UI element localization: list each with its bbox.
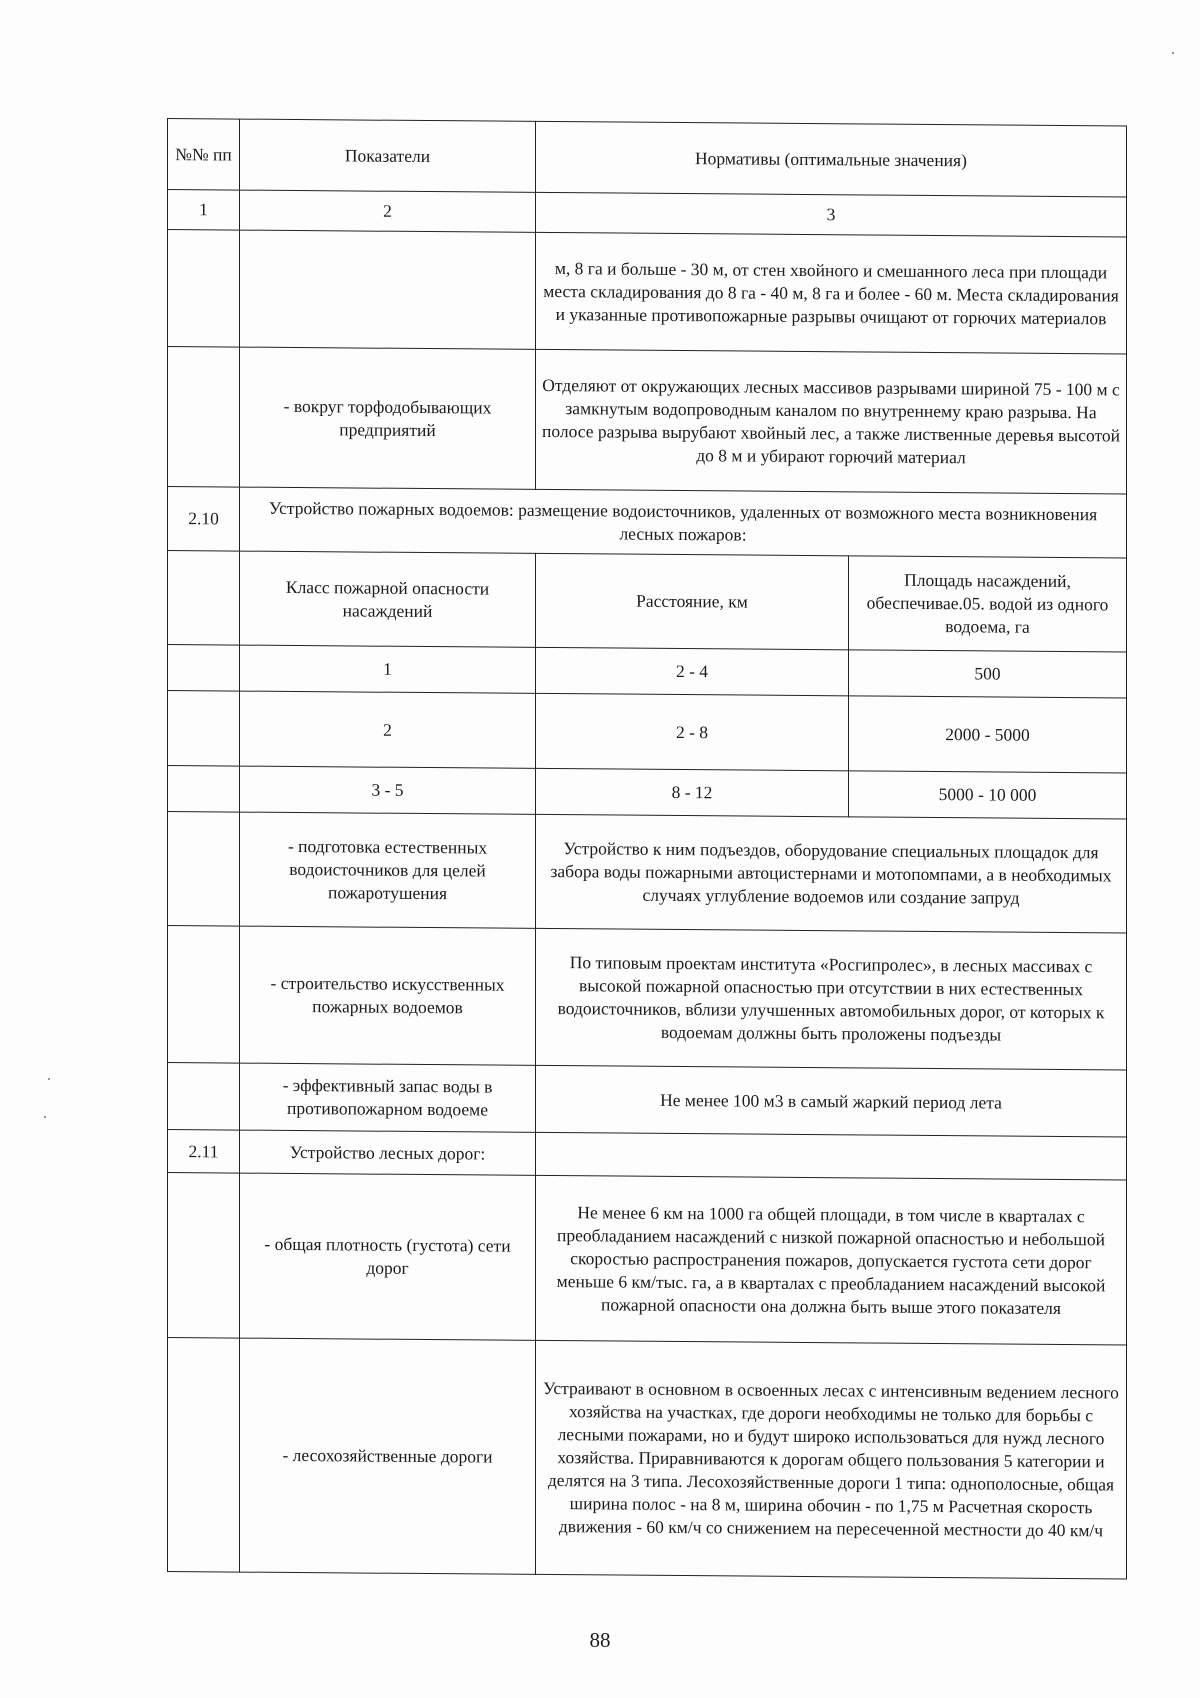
row-norm: Не менее 6 км на 1000 га общей площади, в том числе в кварталах с преобладанием насаждений с низкой пожарной опасностью и небольшой скоростью распространения пожаров, допускается густота сети дорог меньше 6 км/тыс. га, а в кварталах с преобладанием насаждений высокой пожарной опасности она должна быть выше этого показателя bbox=[536, 1175, 1127, 1345]
row-indicator: - вокруг торфодобывающих предприятий bbox=[240, 347, 536, 489]
row-norm: Устройство к ним подъездов, оборудование специальных площадок для забора воды пожарными автоцистернами и мотопомпами, а в необходимых случаях углубление водоемов или создание запруд bbox=[536, 814, 1127, 933]
row-indicator: - лесохозяйственные дороги bbox=[240, 1338, 536, 1574]
subtable-row bbox=[168, 645, 1127, 699]
row-indicator bbox=[240, 230, 536, 349]
class-value: 1 bbox=[240, 645, 536, 693]
row-norm: Не менее 100 м3 в самый жаркий период лета bbox=[536, 1065, 1127, 1137]
distance-value: 8 - 12 bbox=[536, 768, 849, 816]
table-row bbox=[168, 812, 1127, 934]
subtable-row bbox=[168, 691, 1127, 774]
table-row bbox=[168, 926, 1127, 1071]
header-indicators: Показатели bbox=[240, 119, 536, 192]
area-value: 5000 - 10 000 bbox=[849, 771, 1127, 819]
class-value: 2 bbox=[240, 691, 536, 768]
table-row bbox=[168, 1173, 1127, 1346]
column-number: 2 bbox=[240, 190, 536, 232]
row-num bbox=[168, 347, 240, 488]
row-norm: Отделяют от окружающих лесных массивов разрывами шириной 75 - 100 м с замкнутым водопроводным каналом по внутреннему краю разрыва. На полосе разрыва вырубают хвойный лес, а также лиственные деревья высотой до 8 м и убирают горючий материал bbox=[536, 349, 1127, 494]
row-norm: Устраивают в основном в освоенных лесах с интенсивным ведением лесного хозяйства на участках, где дороги необходимы не только для борьбы с лесными пожарами, но и будут широко использоваться для нужд лесного хозяйства. Приравниваются к дорогам общего пользования 5 категории и делятся на 3 типа. Лесохозяйственные дороги 1 типа: однополосные, общая ширина полос - на 8 м, ширина обочин - по 1,75 м Расчетная скорость движения - 60 км/ч со снижением на пересеченной местности до 40 км/ч bbox=[536, 1340, 1127, 1579]
class-header: Класс пожарной опасности насаждений bbox=[240, 551, 536, 647]
table-row bbox=[168, 1338, 1127, 1580]
column-number: 1 bbox=[168, 190, 240, 231]
area-value: 500 bbox=[849, 650, 1127, 698]
class-value: 3 - 5 bbox=[240, 766, 536, 814]
row-indicator: - подготовка естественных водоисточников для целей пожаротушения bbox=[240, 812, 536, 928]
row-num bbox=[168, 766, 240, 813]
header-num: №№ пп bbox=[168, 119, 240, 191]
scan-speck bbox=[48, 1078, 50, 1080]
row-num bbox=[168, 1338, 240, 1573]
distance-value: 2 - 4 bbox=[536, 647, 849, 695]
page-number: 88 bbox=[589, 1628, 611, 1652]
section-row-2-10 bbox=[168, 487, 1127, 559]
row-indicator: - строительство искусственных пожарных водоемов bbox=[240, 926, 536, 1065]
row-norm: По типовым проектам института «Росгипролес», в лесных массивах с высокой пожарной опасностью при отсутствии в них естественных водоисточников, вблизи улучшенных автомобильных дорог, от которых к водоемам должны быть проложены подъезды bbox=[536, 928, 1127, 1070]
distance-header: Расстояние, км bbox=[536, 553, 849, 649]
subtable-header-row bbox=[168, 551, 1127, 653]
row-num bbox=[168, 812, 240, 927]
table-row bbox=[168, 347, 1127, 495]
row-indicator: - общая плотность (густота) сети дорог bbox=[240, 1173, 536, 1340]
distance-value: 2 - 8 bbox=[536, 693, 849, 770]
section-text: Устройство пожарных водоемов: размещение водоисточников, удаленных от возможного места возникновения лесных пожаров: bbox=[240, 487, 1127, 558]
table-row bbox=[168, 1063, 1127, 1138]
row-num bbox=[168, 691, 240, 767]
section-row-2-11 bbox=[168, 1130, 1127, 1181]
scan-speck bbox=[1172, 52, 1174, 54]
row-num: 2.10 bbox=[168, 487, 240, 552]
row-num bbox=[168, 645, 240, 692]
row-num bbox=[168, 230, 240, 348]
row-num bbox=[168, 551, 240, 646]
area-header: Площадь насаждений, обеспечивае.05. водой из одного водоема, га bbox=[849, 556, 1127, 652]
header-norms: Нормативы (оптимальные значения) bbox=[536, 121, 1127, 197]
row-num bbox=[168, 1063, 240, 1131]
table-header-row bbox=[168, 119, 1127, 198]
table-row bbox=[168, 230, 1127, 355]
row-norm: м, 8 га и больше - 30 м, от стен хвойного и смешанного леса при площади места складирования до 8 га - 40 м, 8 га и более - 60 м. Места складирования и указанные противопожарные разрывы очищают от горючих материалов bbox=[536, 232, 1127, 354]
row-num bbox=[168, 926, 240, 1064]
area-value: 2000 - 5000 bbox=[849, 696, 1127, 773]
subtable-row bbox=[168, 766, 1127, 820]
row-norm bbox=[536, 1132, 1127, 1180]
row-num bbox=[168, 1173, 240, 1339]
scan-speck bbox=[44, 1116, 46, 1118]
column-number: 3 bbox=[536, 192, 1127, 237]
norms-table bbox=[167, 118, 1127, 1580]
row-indicator: Устройство лесных дорог: bbox=[240, 1130, 536, 1175]
row-indicator: - эффективный запас воды в противопожарном водоеме bbox=[240, 1063, 536, 1132]
row-num: 2.11 bbox=[168, 1130, 240, 1174]
